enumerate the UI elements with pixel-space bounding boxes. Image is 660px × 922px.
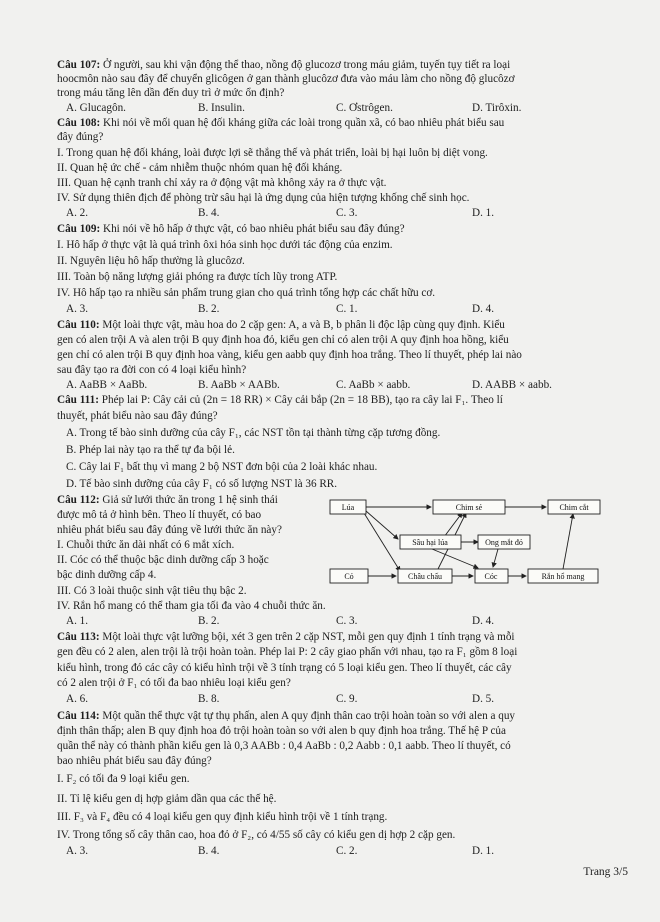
q109-option-b: B. 2. bbox=[198, 303, 220, 315]
q108-line-2: đây đúng? bbox=[57, 131, 104, 143]
q112-statement-4: IV. Rắn hổ mang có thể tham gia tối đa vào 4 chuỗi thức ăn. bbox=[57, 600, 326, 612]
node-co: Cỏ bbox=[344, 572, 354, 581]
q113-line-3: kiểu hình, trong đó các cây có kiểu hình trội về 3 tính trạng có 5 loại kiểu gen. Theo lí thuyết, các cây bbox=[57, 662, 512, 674]
q114-line-2: định thân thấp; alen B quy định hoa đỏ trội hoàn toàn so với alen b quy định hoa trắng. Thế hệ P của bbox=[57, 725, 506, 737]
q107-option-a: A. Glucagôn. bbox=[66, 102, 126, 114]
q112-option-a: A. 1. bbox=[66, 615, 89, 627]
q107-line-2: hoocmôn nào sau đây để chuyển glicôgen ở gan thành glucôzơ đưa vào máu làm cho nồng độ glucôzơ bbox=[57, 73, 515, 85]
q112-statement-2: II. Cóc có thể thuộc bậc dinh dưỡng cấp 3 hoặc bbox=[57, 554, 269, 566]
q112-line-1: Câu 112: Giả sử lưới thức ăn trong 1 hệ sinh thái bbox=[57, 494, 278, 506]
q113-number: Câu 113: bbox=[57, 631, 100, 643]
q114-statement-3: III. F₃ và F₄ đều có 4 loại kiểu gen quy định kiểu hình trội về 1 tính trạng. bbox=[57, 811, 388, 823]
q108-number: Câu 108: bbox=[57, 117, 101, 129]
q114-line-4: bao nhiêu phát biểu sau đây đúng? bbox=[57, 755, 212, 767]
q112-number: Câu 112: bbox=[57, 494, 100, 506]
food-web-diagram bbox=[328, 495, 603, 587]
q114-option-c: C. 2. bbox=[336, 845, 358, 857]
q112-statement-3: III. Có 3 loài thuộc sinh vật tiêu thụ bậc 2. bbox=[57, 585, 247, 597]
q114-line-3: quần thể này có thành phần kiểu gen là 0,3 AABb : 0,4 AaBb : 0,2 Aabb : 0,1 aabb. Theo lí thuyết, có bbox=[57, 740, 511, 752]
q109-statement-3: III. Toàn bộ năng lượng giải phóng ra được tích lũy trong ATP. bbox=[57, 271, 338, 283]
q114-statement-1: I. F₂ có tối đa 9 loại kiểu gen. bbox=[57, 773, 190, 785]
q112-option-c: C. 3. bbox=[336, 615, 358, 627]
q110-line-4: sau đây tạo ra đời con có 4 loại kiểu hình? bbox=[57, 364, 247, 376]
q110-line-3: gen chỉ có alen trội B quy định hoa vàng, kiểu gen aabb quy định hoa trắng. Theo lí thuyết, phép lai nào bbox=[57, 349, 522, 361]
q112-line-2: được mô tả ở hình bên. Theo lí thuyết, có bao bbox=[57, 509, 262, 521]
q114-option-b: B. 4. bbox=[198, 845, 220, 857]
q108-option-a: A. 2. bbox=[66, 207, 89, 219]
q112-statement-1: I. Chuỗi thức ăn dài nhất có 6 mắt xích. bbox=[57, 539, 235, 551]
q108-statement-4: IV. Sử dụng thiên địch để phòng trừ sâu hại là ứng dụng của hiện tượng khống chế sinh học. bbox=[57, 192, 470, 204]
q108-option-d: D. 1. bbox=[472, 207, 495, 219]
q111-line-1: Câu 111: Phép lai P: Cây cải củ (2n = 18 RR) × Cây cải bắp (2n = 18 BB), tạo ra cây lai F₁. Theo lí bbox=[57, 394, 503, 406]
q108-line-1: Câu 108: Khi nói về mối quan hệ đối kháng giữa các loài trong quần xã, có bao nhiêu phát biểu sau bbox=[57, 117, 505, 129]
node-lua: Lúa bbox=[341, 503, 355, 512]
q109-statement-1: I. Hô hấp ở thực vật là quá trình ôxi hóa sinh học dưới tác động của enzim. bbox=[57, 239, 393, 251]
q108-statement-3: III. Quan hệ cạnh tranh chỉ xảy ra ở động vật mà không xảy ra ở thực vật. bbox=[57, 177, 387, 189]
q113-option-d: D. 5. bbox=[472, 693, 495, 705]
q111-option-a: A. Trong tế bào sinh dưỡng của cây F₁, các NST tồn tại thành từng cặp tương đồng. bbox=[66, 427, 441, 439]
q111-line-2: thuyết, phát biểu nào sau đây đúng? bbox=[57, 410, 218, 422]
q109-statement-4: IV. Hô hấp tạo ra nhiều sản phẩm trung gian cho quá trình tổng hợp các chất hữu cơ. bbox=[57, 287, 436, 299]
q108-option-b: B. 4. bbox=[198, 207, 220, 219]
q107-number: Câu 107: bbox=[57, 59, 101, 71]
q112-statement-2-cont: bậc dinh dưỡng cấp 4. bbox=[57, 569, 157, 581]
q114-option-a: A. 3. bbox=[66, 845, 89, 857]
q112-option-b: B. 2. bbox=[198, 615, 220, 627]
q107-option-c: C. Ơstrôgen. bbox=[336, 102, 393, 114]
q110-number: Câu 110: bbox=[57, 319, 100, 331]
q114-statement-2: II. Tỉ lệ kiểu gen dị hợp giảm dần qua các thế hệ. bbox=[57, 793, 277, 805]
node-chau-chau: Châu chấu bbox=[408, 572, 442, 581]
q114-statement-4: IV. Trong tổng số cây thân cao, hoa đỏ ở F₂, có 4/55 số cây có kiểu gen dị hợp 2 cặp gen. bbox=[57, 829, 456, 841]
q110-option-c: C. AaBb × aabb. bbox=[336, 379, 411, 391]
q113-line-2: gen đều có 2 alen, alen trội là trội hoàn toàn. Phép lai P: 2 cây giao phấn với nhau, tạo ra F₁ gồm 8 loại bbox=[57, 646, 518, 658]
q113-line-1: Câu 113: Một loài thực vật lưỡng bội, xét 3 gen trên 2 cặp NST, mỗi gen quy định 1 tính trạng và mỗi bbox=[57, 631, 515, 643]
q111-option-d: D. Tế bào sinh dưỡng của cây F₁ có số lượng NST là 36 RR. bbox=[66, 478, 338, 490]
q113-line-4: có 2 alen trội ở F₁ có tối đa bao nhiêu loại kiểu gen? bbox=[57, 677, 291, 689]
q107-line-3: trong máu tăng lên dần đến duy trì ở mức ổn định? bbox=[57, 87, 285, 99]
node-sau-hai-lua: Sâu hại lúa bbox=[412, 538, 448, 547]
q107-line-1: Câu 107: Ở người, sau khi vận động thể thao, nồng độ glucozơ trong máu giảm, tuyến tụy tiết ra loại bbox=[57, 59, 511, 71]
q109-option-a: A. 3. bbox=[66, 303, 89, 315]
q111-option-b: B. Phép lai này tạo ra thể tự đa bội lẻ. bbox=[66, 444, 235, 456]
q113-option-a: A. 6. bbox=[66, 693, 89, 705]
q111-option-c: C. Cây lai F₁ bất thụ vì mang 2 bộ NST đơn bội của 2 loài khác nhau. bbox=[66, 461, 378, 473]
q114-number: Câu 114: bbox=[57, 710, 100, 722]
q110-option-a: A. AaBB × AaBb. bbox=[66, 379, 148, 391]
q109-option-d: D. 4. bbox=[472, 303, 495, 315]
q113-option-b: B. 8. bbox=[198, 693, 220, 705]
q113-option-c: C. 9. bbox=[336, 693, 358, 705]
node-chim-cat: Chim cắt bbox=[559, 503, 589, 512]
node-coc: Cóc bbox=[484, 572, 498, 581]
q114-option-d: D. 1. bbox=[472, 845, 495, 857]
node-chim-se: Chim sẻ bbox=[455, 503, 483, 512]
q111-number: Câu 111: bbox=[57, 394, 99, 406]
q110-line-1: Câu 110: Một loài thực vật, màu hoa do 2 cặp gen: A, a và B, b phân li độc lập cùng quy định. Kiểu bbox=[57, 319, 505, 331]
q107-option-b: B. Insulin. bbox=[198, 102, 245, 114]
q109-line-1: Câu 109: Khi nói về hô hấp ở thực vật, có bao nhiêu phát biểu sau đây đúng? bbox=[57, 223, 405, 235]
q108-statement-2: II. Quan hệ ức chế - cảm nhiễm thuộc nhóm quan hệ đối kháng. bbox=[57, 162, 343, 174]
q110-option-d: D. AABB × aabb. bbox=[472, 379, 552, 391]
q107-option-d: D. Tirôxin. bbox=[472, 102, 522, 114]
q109-number: Câu 109: bbox=[57, 223, 101, 235]
node-ong-mat-do: Ong mắt đỏ bbox=[485, 538, 523, 547]
node-ran-ho-mang: Rắn hổ mang bbox=[541, 572, 585, 581]
q114-line-1: Câu 114: Một quần thể thực vật tự thụ phấn, alen A quy định thân cao trội hoàn toàn so với alen a quy bbox=[57, 710, 516, 722]
q110-line-2: gen có alen trội A và alen trội B quy định hoa đỏ, kiểu gen chỉ có alen trội A quy định hoa hồng, kiểu bbox=[57, 334, 509, 346]
q110-option-b: B. AaBb × AABb. bbox=[198, 379, 280, 391]
page-number: Trang 3/5 bbox=[583, 866, 628, 878]
q112-line-3: nhiêu phát biểu sau đây đúng về lưới thức ăn này? bbox=[57, 524, 282, 536]
q109-option-c: C. 1. bbox=[336, 303, 358, 315]
q108-statement-1: I. Trong quan hệ đối kháng, loài được lợi sẽ thắng thế và phát triển, loài bị hại luôn bị diệt vong. bbox=[57, 147, 488, 159]
q112-option-d: D. 4. bbox=[472, 615, 495, 627]
q109-statement-2: II. Nguyên liệu hô hấp thường là glucôzơ. bbox=[57, 255, 245, 267]
q108-option-c: C. 3. bbox=[336, 207, 358, 219]
